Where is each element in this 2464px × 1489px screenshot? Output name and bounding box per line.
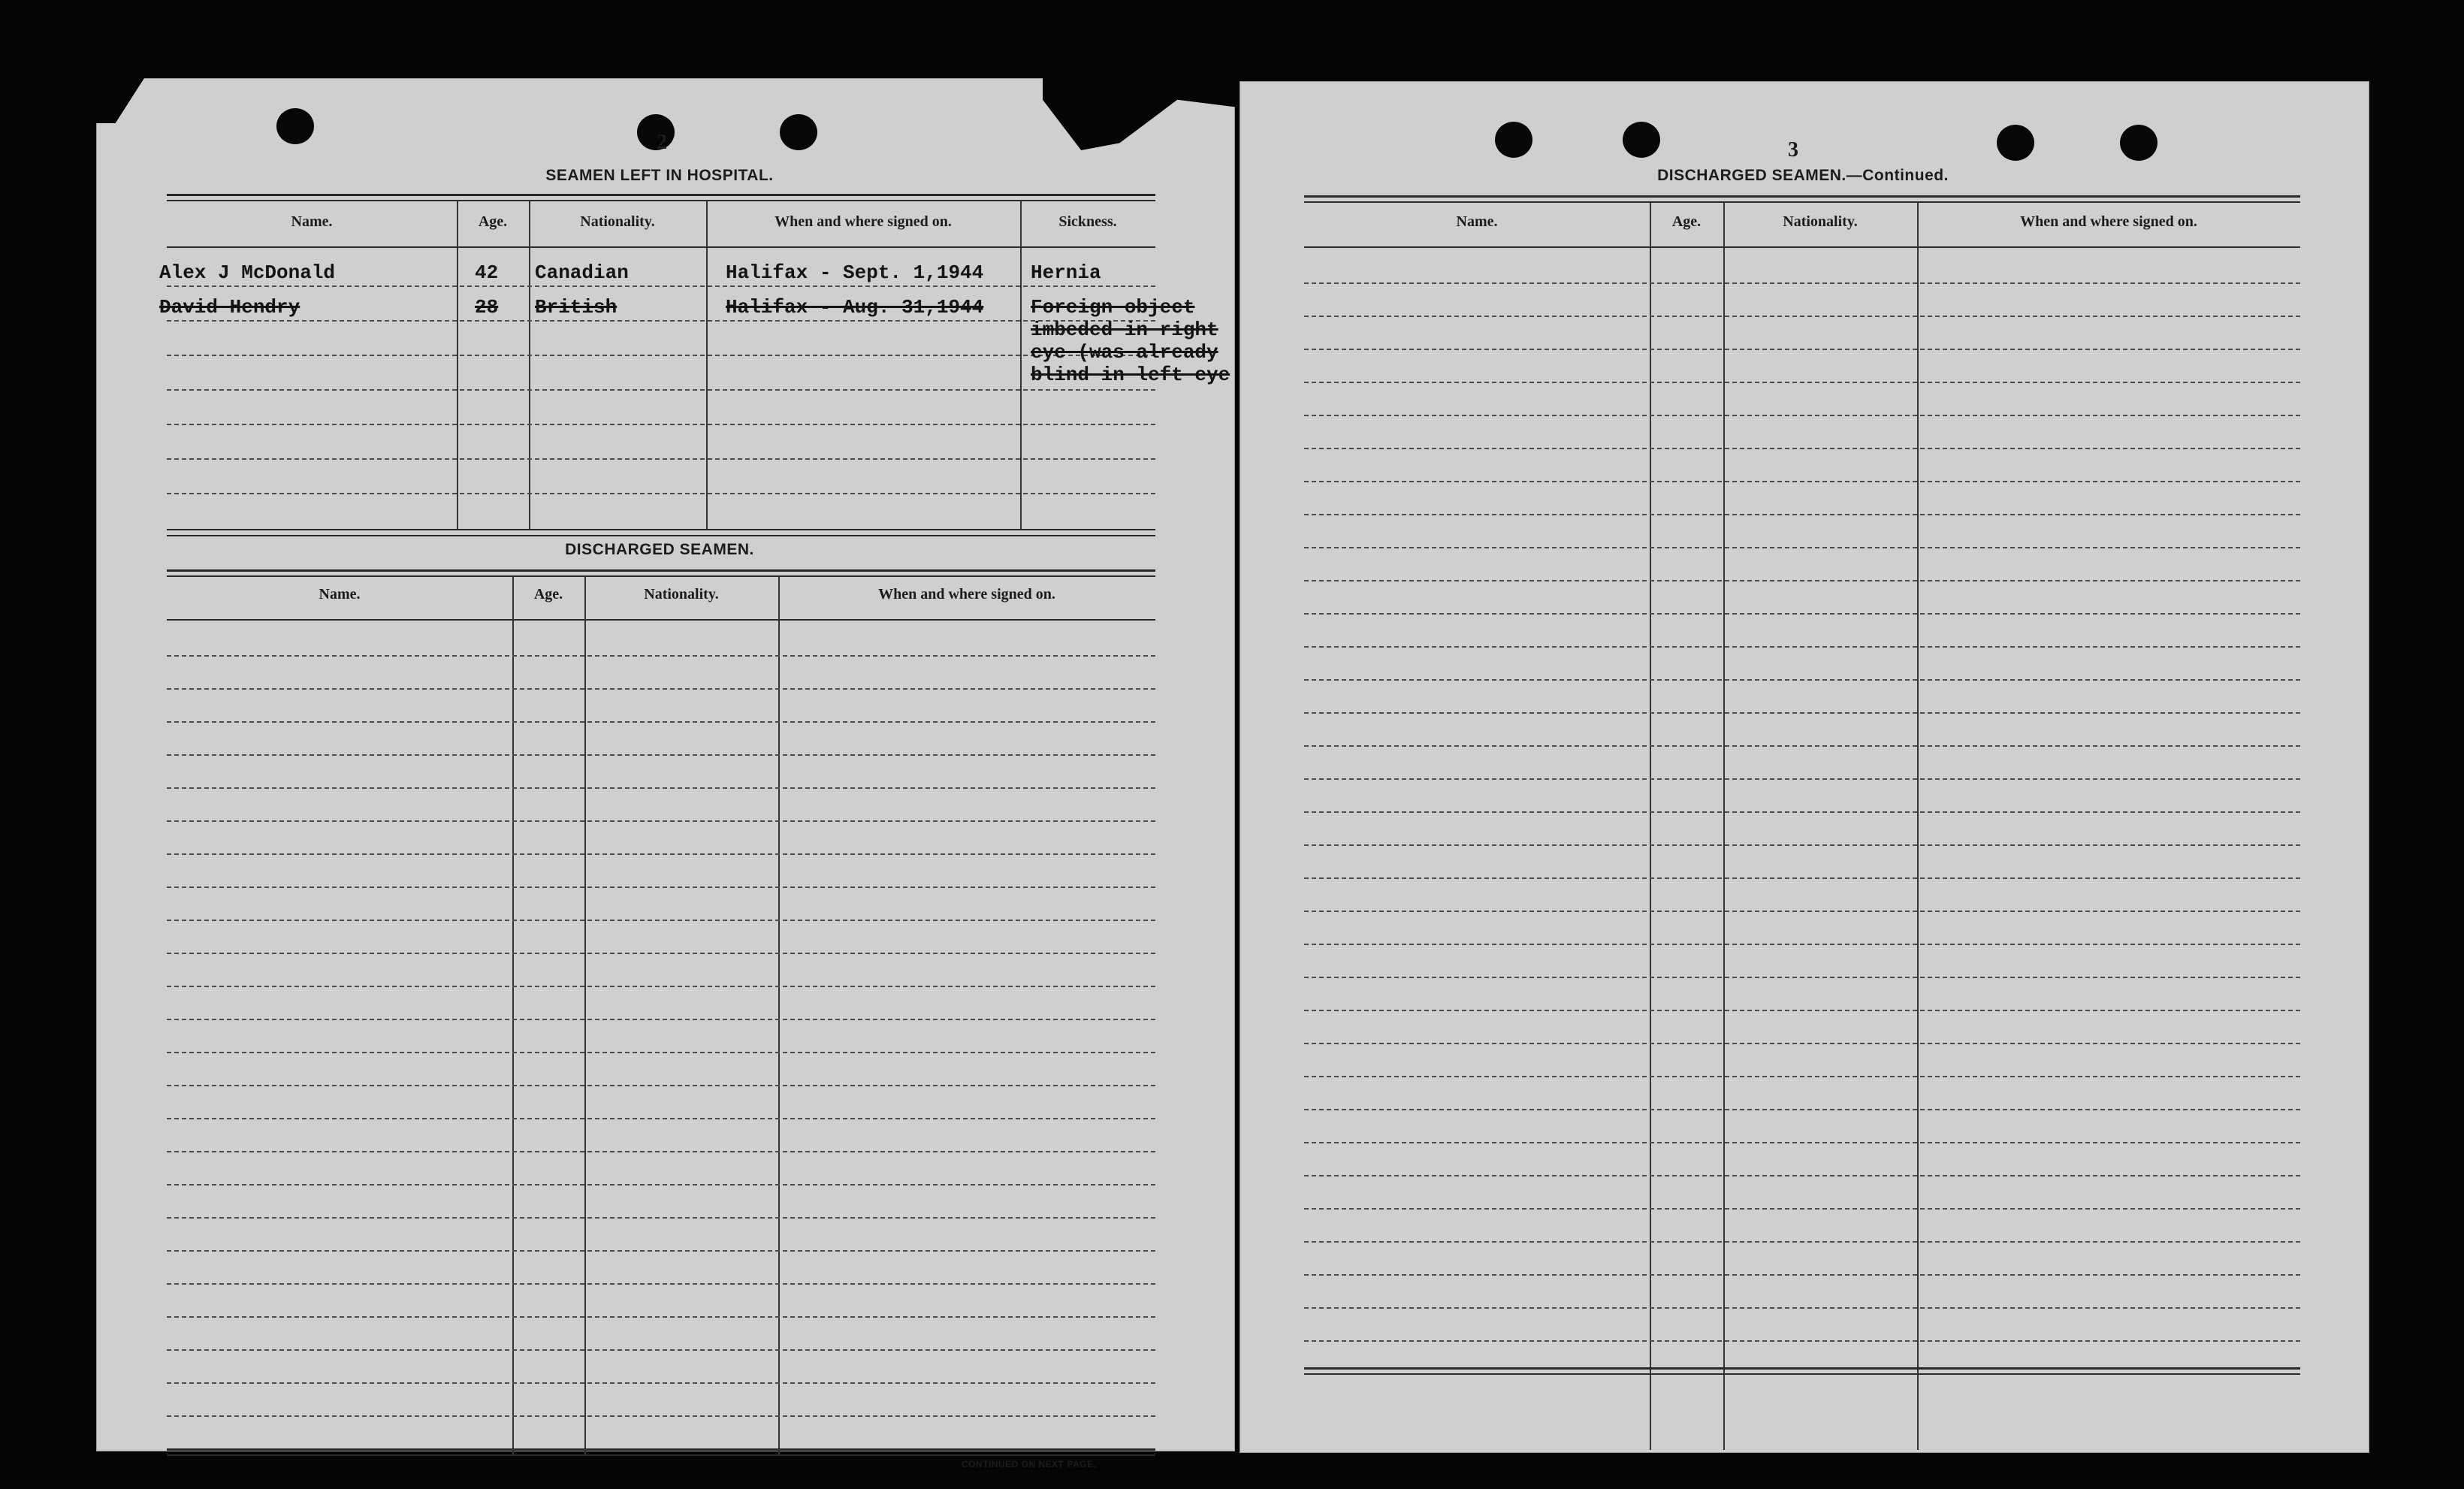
row-line	[1304, 580, 2300, 581]
row-line	[167, 389, 1155, 391]
hospital-row-1-nationality: Canadian	[535, 261, 629, 284]
punch-hole	[276, 108, 314, 144]
row-line	[167, 721, 1155, 723]
row-line	[1304, 646, 2300, 648]
row-line	[1304, 282, 2300, 284]
row-line	[167, 355, 1155, 356]
row-line	[167, 1217, 1155, 1219]
row-line	[1304, 1274, 2300, 1276]
continued-col-nationality: Nationality.	[1783, 213, 1858, 230]
hospital-col-age: Age.	[478, 213, 508, 230]
row-line	[167, 787, 1155, 789]
punch-hole	[1495, 122, 1532, 158]
table-rule	[167, 1454, 1155, 1456]
column-divider	[457, 201, 458, 530]
row-line	[1304, 911, 2300, 912]
table-rule	[1304, 246, 2300, 248]
hospital-row-2-sickness-line-4: blind in left eye	[1031, 364, 1230, 386]
row-line	[167, 493, 1155, 494]
row-line	[167, 1382, 1155, 1384]
row-line	[1304, 1142, 2300, 1143]
row-line	[167, 1118, 1155, 1119]
hospital-row-2-sickness-line-3: eye (was already	[1031, 341, 1218, 364]
row-line	[167, 285, 1155, 287]
row-line	[167, 853, 1155, 855]
row-line	[1304, 349, 2300, 350]
column-divider	[1650, 203, 1651, 1450]
row-line	[1304, 1043, 2300, 1044]
discharged-col-signed-on: When and where signed on.	[878, 586, 1055, 603]
hospital-row-2-sickness-line-2: imbeded in right	[1031, 319, 1218, 341]
continued-col-name: Name.	[1456, 213, 1498, 230]
row-line	[1304, 1175, 2300, 1176]
table-rule	[167, 529, 1155, 530]
hospital-row-2-signed-on: Halifax - Aug. 31,1944	[726, 296, 984, 319]
row-line	[167, 820, 1155, 822]
column-divider	[512, 577, 514, 1456]
row-line	[167, 1316, 1155, 1318]
hospital-col-signed-on: When and where signed on.	[775, 213, 952, 230]
row-line	[167, 1250, 1155, 1252]
row-line	[167, 655, 1155, 657]
punch-hole	[637, 114, 675, 150]
row-line	[1304, 316, 2300, 317]
continued-col-signed-on: When and where signed on.	[2020, 213, 2197, 230]
row-line	[1304, 547, 2300, 548]
row-line	[167, 953, 1155, 954]
row-line	[1304, 977, 2300, 978]
discharged-col-nationality: Nationality.	[644, 586, 719, 603]
column-divider	[706, 201, 708, 530]
discharged-col-age: Age.	[533, 586, 563, 603]
row-line	[1304, 613, 2300, 615]
right-page	[1240, 81, 2369, 1453]
continued-note: CONTINUED ON NEXT PAGE.	[962, 1459, 1097, 1469]
row-line	[167, 1052, 1155, 1053]
row-line	[1304, 514, 2300, 515]
row-line	[1304, 1241, 2300, 1243]
row-line	[1304, 944, 2300, 945]
discharged-section-title: DISCHARGED SEAMEN.	[565, 541, 754, 558]
hospital-col-nationality: Nationality.	[580, 213, 655, 230]
row-line	[1304, 745, 2300, 747]
column-divider	[778, 577, 780, 1456]
row-line	[1304, 481, 2300, 482]
row-line	[167, 1415, 1155, 1417]
row-line	[1304, 1307, 2300, 1309]
row-line	[1304, 448, 2300, 449]
page-number: 3	[1788, 138, 1798, 162]
hospital-row-1-age: 42	[475, 261, 499, 284]
row-line	[167, 986, 1155, 987]
table-rule	[1304, 195, 2300, 198]
row-line	[1304, 844, 2300, 846]
row-line	[167, 688, 1155, 690]
hospital-row-1-signed-on: Halifax - Sept. 1,1944	[726, 261, 984, 284]
left-page	[96, 78, 1235, 1469]
row-line	[167, 1283, 1155, 1285]
punch-hole	[780, 114, 817, 150]
hospital-row-2-age: 28	[475, 296, 499, 319]
row-line	[1304, 1076, 2300, 1077]
table-rule	[1304, 1367, 2300, 1370]
row-line	[1304, 1109, 2300, 1110]
column-divider	[584, 577, 586, 1456]
punch-hole	[2120, 125, 2158, 161]
punch-hole	[1997, 125, 2034, 161]
row-line	[1304, 1010, 2300, 1011]
continued-col-age: Age.	[1671, 213, 1702, 230]
discharged-continued-title: DISCHARGED SEAMEN.—Continued.	[1657, 167, 1949, 184]
table-rule	[1304, 1373, 2300, 1375]
row-line	[167, 1349, 1155, 1351]
row-line	[1304, 1208, 2300, 1210]
row-line	[1304, 778, 2300, 780]
row-line	[167, 458, 1155, 460]
row-line	[1304, 679, 2300, 681]
hospital-row-2-sickness-line-1: Foreign object	[1031, 296, 1195, 319]
hospital-col-sickness: Sickness.	[1058, 213, 1117, 230]
row-line	[167, 754, 1155, 756]
hospital-section-title: SEAMEN LEFT IN HOSPITAL.	[545, 167, 774, 184]
discharged-col-name: Name.	[319, 586, 361, 603]
row-line	[167, 1085, 1155, 1086]
table-rule	[1304, 201, 2300, 203]
column-divider	[1723, 203, 1725, 1450]
row-line	[1304, 382, 2300, 383]
torn-edge	[1043, 78, 1235, 150]
row-line	[167, 424, 1155, 425]
punch-hole	[1623, 122, 1660, 158]
torn-corner	[96, 78, 144, 123]
table-rule	[167, 200, 1155, 201]
row-line	[167, 1151, 1155, 1152]
page-number: 2	[657, 131, 667, 154]
row-line	[1304, 415, 2300, 416]
row-line	[1304, 1340, 2300, 1342]
row-line	[167, 1019, 1155, 1020]
table-rule	[167, 575, 1155, 577]
hospital-row-2-name: David Hendry	[159, 296, 300, 319]
row-line	[167, 920, 1155, 921]
table-rule	[167, 569, 1155, 572]
column-divider	[529, 201, 530, 530]
table-rule	[167, 619, 1155, 621]
hospital-row-1-name: Alex J McDonald	[159, 261, 336, 284]
hospital-row-1-sickness: Hernia	[1031, 261, 1101, 284]
column-divider	[1917, 203, 1919, 1450]
table-rule	[167, 246, 1155, 248]
table-rule	[167, 1448, 1155, 1451]
hospital-col-name: Name.	[291, 213, 333, 230]
table-rule	[167, 194, 1155, 196]
row-line	[1304, 712, 2300, 714]
row-line	[167, 886, 1155, 888]
row-line	[167, 1184, 1155, 1185]
row-line	[1304, 811, 2300, 813]
column-divider	[1020, 201, 1022, 530]
row-line	[1304, 877, 2300, 879]
hospital-row-2-nationality: British	[535, 296, 618, 319]
row-line	[167, 320, 1155, 322]
table-rule	[167, 535, 1155, 536]
